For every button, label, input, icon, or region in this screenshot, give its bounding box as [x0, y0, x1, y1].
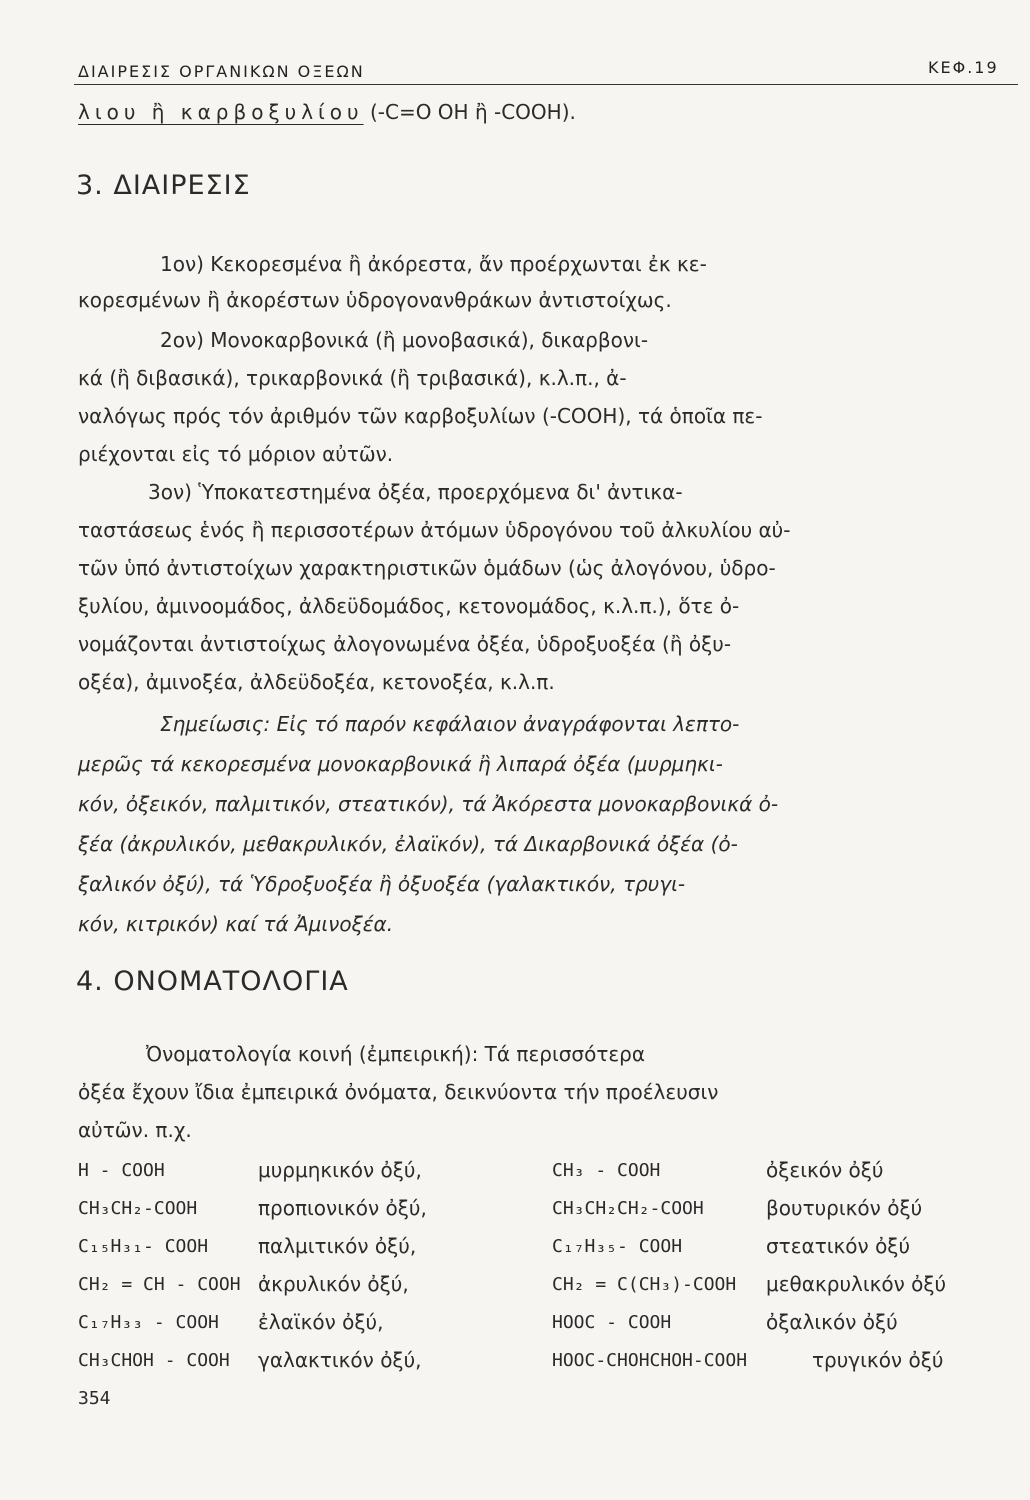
example-formula: C₁₇H₃₃ - COOH	[78, 1312, 219, 1333]
example-formula: CH₂ = CH - COOH	[78, 1274, 241, 1295]
s3-line-7: 3ον) Ὑποκατεστημένα ὀξέα, προερχόμενα δι' ἀντικα-	[148, 480, 683, 504]
note-line-2: μερῶς τά κεκορεσμένα μονοκαρβονικά ἢ λιπαρά ὀξέα (μυρμηκι-	[78, 752, 723, 776]
s3-line-10: ξυλίου, ἀμινοομάδος, ἀλδεϋδομάδος, κετονομάδος, κ.λ.π.), ὅτε ὀ-	[78, 594, 740, 618]
note-line-1: Σημείωσις: Εἰς τό παρόν κεφάλαιον ἀναγράφονται λεπτο-	[160, 712, 740, 736]
example-formula: CH₃CH₂-COOH	[78, 1198, 198, 1219]
example-name: γαλακτικόν ὀξύ,	[258, 1348, 422, 1372]
example-name-right: ὀξαλικόν ὀξύ	[766, 1310, 898, 1334]
chapter-label: ΚΕΦ.19	[928, 58, 999, 77]
s3-line-5: ναλόγως πρός τόν ἀριθμόν τῶν καρβοξυλίων (-COOH), τά ὁποῖα πε-	[78, 404, 763, 428]
intro-line	[78, 100, 576, 124]
s3-line-2: κορεσμένων ἢ ἀκορέστων ὑδρογονανθράκων ἀντιστοίχως.	[78, 288, 672, 312]
example-name-right: στεατικόν ὀξύ	[766, 1234, 911, 1258]
s3-line-11: νομάζονται ἀντιστοίχως ἀλογονωμένα ὀξέα, ὑδροξυοξέα (ἢ ὀξυ-	[78, 632, 732, 656]
s4-line-3: αὐτῶν. π.χ.	[78, 1118, 192, 1142]
s3-line-12: οξέα), ἀμινοξέα, ἀλδεϋδοξέα, κετονοξέα, κ.λ.π.	[78, 670, 555, 694]
example-name-right: τρυγικόν ὀξύ	[812, 1348, 944, 1372]
page-number: 354	[78, 1388, 111, 1409]
example-formula-right: HOOC - COOH	[552, 1312, 672, 1333]
s4-line-2: ὀξέα ἔχουν ἴδια ἐμπειρικά ὀνόματα, δεικνύοντα τήν προέλευσιν	[78, 1080, 719, 1104]
running-title: ΔΙΑΙΡΕΣΙΣ ΟΡΓΑΝΙΚΩΝ ΟΞΕΩΝ	[78, 62, 365, 81]
example-formula: C₁₅H₃₁- COOH	[78, 1236, 209, 1257]
note-line-6: κόν, κιτρικόν) καί τά Ἀμινοξέα.	[78, 912, 394, 936]
s3-line-9: τῶν ὑπό ἀντιστοίχων χαρακτηριστικῶν ὁμάδων (ὡς ἀλογόνου, ὑδρο-	[78, 556, 776, 580]
note-line-5: ξαλικόν ὀξύ), τά Ὑδροξυοξέα ἢ ὀξυοξέα (γαλακτικόν, τρυγι-	[78, 872, 686, 896]
intro-formula: (-C=O OH ἢ -COOH).	[369, 100, 576, 124]
example-formula-right: CH₂ = C(CH₃)-COOH	[552, 1274, 737, 1295]
section-4-title: 4. ΟΝΟΜΑΤΟΛΟΓΙΑ	[76, 966, 349, 997]
s3-line-8: ταστάσεως ἑνός ἢ περισσοτέρων ἀτόμων ὑδρογόνου τοῦ ἀλκυλίου αὐ-	[78, 518, 791, 542]
example-formula-right: CH₃ - COOH	[552, 1160, 661, 1181]
example-name-right: βουτυρικόν ὀξύ	[766, 1196, 923, 1220]
example-formula-right: HOOC-CHOHCHOH-COOH	[552, 1350, 748, 1371]
s3-line-4: κά (ἢ διβασικά), τρικαρβονικά (ἢ τριβασικά), κ.λ.π., ἀ-	[78, 366, 627, 390]
s3-line-1: 1ον) Κεκορεσμένα ἢ ἀκόρεστα, ἄν προέρχωνται ἐκ κε-	[160, 252, 707, 276]
example-name: παλμιτικόν ὀξύ,	[258, 1234, 417, 1258]
example-formula-right: C₁₇H₃₅- COOH	[552, 1236, 683, 1257]
note-line-4: ξέα (ἀκρυλικόν, μεθακρυλικόν, ἐλαϊκόν), τά Δικαρβονικά ὀξέα (ὀ-	[78, 832, 738, 856]
example-name: ἀκρυλικόν ὀξύ,	[258, 1272, 409, 1296]
example-name: μυρμηκικόν ὀξύ,	[258, 1158, 422, 1182]
s3-line-3: 2ον) Μονοκαρβονικά (ἢ μονοβασικά), δικαρβονι-	[160, 328, 649, 352]
header-rule	[74, 84, 1018, 85]
s4-line-1: Ὀνοματολογία κοινή (ἐμπειρική): Τά περισσότερα	[146, 1042, 646, 1066]
example-name-right: ὀξεικόν ὀξύ	[766, 1158, 884, 1182]
example-formula-right: CH₃CH₂CH₂-COOH	[552, 1198, 704, 1219]
note-line-3: κόν, ὀξεικόν, παλμιτικόν, στεατικόν), τά Ἀκόρεστα μονοκαρβονικά ὀ-	[78, 792, 779, 816]
section-3-title: 3. ΔΙΑΙΡΕΣΙΣ	[76, 170, 251, 201]
example-name-right: μεθακρυλικόν ὀξύ	[766, 1272, 947, 1296]
example-formula: H - COOH	[78, 1160, 165, 1181]
s3-line-6: ριέχονται εἰς τό μόριον αὐτῶν.	[78, 442, 394, 466]
example-name: ἐλαϊκόν ὀξύ,	[258, 1310, 384, 1334]
example-name: προπιονικόν ὀξύ,	[258, 1196, 427, 1220]
example-formula: CH₃CHOH - COOH	[78, 1350, 230, 1371]
intro-term: λιου ἢ καρβοξυλίου	[78, 100, 364, 124]
